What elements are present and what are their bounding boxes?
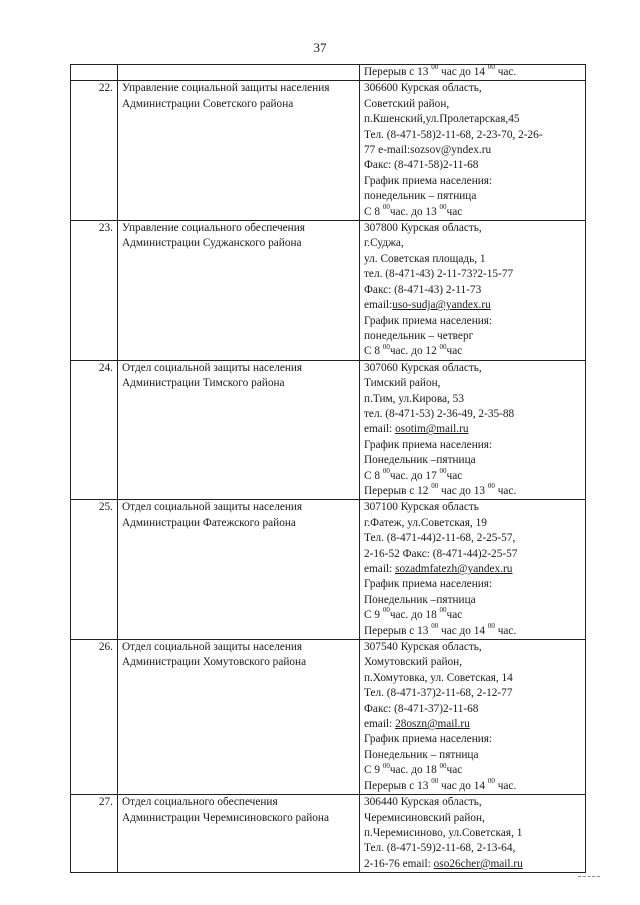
- hours-line-part: С 9: [364, 764, 383, 777]
- break-line-part: Перерыв с 13: [364, 779, 432, 792]
- contact-line: Тел. (8-471-44)2-11-68, 2-25-57,: [364, 532, 516, 545]
- hours-line-part: час: [446, 764, 463, 777]
- email-line: [364, 857, 581, 872]
- hours-line-sup: 00: [382, 606, 390, 615]
- hours-line-part: С 8: [364, 469, 383, 482]
- contact-line: Советский район,: [364, 97, 450, 110]
- break-line-part: час до 13: [438, 484, 488, 497]
- contact-line: Понедельник –пятница: [364, 593, 476, 606]
- contact-cell: [360, 81, 586, 221]
- break-line-part: час до 14: [438, 779, 488, 792]
- page-number: 37: [313, 40, 327, 55]
- contact-line: понедельник – пятница: [364, 190, 477, 203]
- email-line: [364, 422, 581, 437]
- hours-line-part: час. до 18: [389, 609, 440, 622]
- contact-line: 307540 Курская область,: [364, 641, 482, 654]
- contact-line: График приема населения:: [364, 733, 493, 746]
- email-prefix: email:: [364, 718, 396, 731]
- contact-line: График приема населения:: [364, 314, 493, 327]
- row-number-cell: [71, 65, 118, 81]
- contact-line: 307100 Курская область: [364, 501, 479, 514]
- contact-line: Факс: (8-471-43) 2-11-73: [364, 283, 482, 296]
- contact-line: Факс: (8-471-58)2-11-68: [364, 159, 479, 172]
- contact-line: Понедельник –пятница: [364, 454, 476, 467]
- contact-line: Факс: (8-471-37)2-11-68: [364, 702, 479, 715]
- break-line-part: час до 14: [438, 624, 488, 637]
- break-line-sup: 00: [431, 621, 439, 630]
- hours-line-part: С 8: [364, 205, 383, 218]
- hours-line-sup: 00: [382, 761, 390, 770]
- table-row: [71, 795, 586, 873]
- contact-line: Черемисиновский район,: [364, 811, 485, 824]
- hours-line: [364, 763, 581, 778]
- hours-line-sup: 00: [439, 761, 447, 770]
- email-prefix: email:: [364, 299, 393, 312]
- contact-line: Тел. (8-471-58)2-11-68, 2-23-70, 2-26-: [364, 128, 543, 141]
- hours-line-part: час: [446, 609, 463, 622]
- contact-cell: [360, 65, 586, 81]
- email-link[interactable]: uso-sudja@yandex.ru: [392, 299, 491, 312]
- contact-line: п.Хомутовка, ул. Советская, 14: [364, 671, 513, 684]
- break-line: [364, 484, 581, 499]
- contact-line: 307800 Курская область,: [364, 222, 482, 235]
- hours-line-part: С 9: [364, 609, 383, 622]
- break-line-part: час.: [494, 779, 517, 792]
- contact-line: тел. (8-471-43) 2-11-73?2-15-77: [364, 268, 514, 281]
- contact-line: понедельник – четверг: [364, 329, 474, 342]
- hours-line-part: час: [446, 469, 463, 482]
- contact-line: Хомутовский район,: [364, 656, 463, 669]
- contact-line: Понедельник – пятница: [364, 748, 479, 761]
- break-line-sup: 00: [431, 776, 439, 785]
- hours-line: [364, 608, 581, 623]
- break-line-sup: 00: [487, 776, 495, 785]
- contact-cell: [360, 640, 586, 795]
- hours-line-sup: 00: [439, 342, 447, 351]
- break-line-part: час.: [494, 624, 517, 637]
- contact-cell: [360, 221, 586, 361]
- table-row: [71, 500, 586, 640]
- email-link[interactable]: sozadmfatezh@yandex.ru: [395, 563, 513, 575]
- contact-line: п.Кшенский,ул.Пролетарская,45: [364, 113, 520, 126]
- break-line: [364, 776, 581, 794]
- email-link[interactable]: oso26cher@mail.ru: [433, 857, 523, 870]
- row-number-cell: 22.: [71, 81, 118, 221]
- break-line-sup: 00: [487, 621, 495, 630]
- break-hours-line: Перерыв с 13 $^{00}$ час до 14 $^{00}$ час.: [364, 63, 517, 78]
- contact-line: 306440 Курская область,: [364, 796, 482, 809]
- organization-cell: Управление социального обеспечения Администрации Суджанского района: [118, 221, 360, 361]
- table-row: [71, 360, 586, 500]
- footer-mark: [578, 876, 600, 877]
- organization-cell: Отдел социальной защиты населения Администрации Тимского района: [118, 360, 360, 500]
- hours-line-part: час. до 18: [389, 764, 440, 777]
- contact-line: 306600 Курская область,: [364, 82, 482, 95]
- contact-line: г.Суджа,: [364, 237, 404, 250]
- email-link[interactable]: 28oszn@mail.ru: [395, 718, 470, 731]
- contact-line: График приема населения:: [364, 578, 493, 591]
- contact-cell: [360, 360, 586, 500]
- contact-line: График приема населения:: [364, 438, 493, 451]
- contact-line: 307060 Курская область,: [364, 361, 482, 374]
- hours-line: [364, 344, 581, 359]
- hours-line-sup: 00: [382, 466, 390, 475]
- email-prefix: 2-16-76 email:: [364, 857, 434, 870]
- table-row: [71, 640, 586, 795]
- hours-line-sup: 00: [439, 202, 447, 211]
- contact-line: 77 e-mail:sozsov@yndex.ru: [364, 144, 492, 157]
- row-number-cell: 27.: [71, 795, 118, 873]
- contact-line: График приема населения:: [364, 174, 493, 187]
- contact-cell: [360, 500, 586, 640]
- break-line: [364, 621, 581, 639]
- table-row: [71, 81, 586, 221]
- contact-line: Тимский район,: [364, 377, 441, 390]
- organization-cell: Отдел социального обеспечения Администрации Черемисиновского района: [118, 795, 360, 873]
- break-line-sup: 00: [431, 482, 439, 491]
- organization-cell: [118, 65, 360, 81]
- hours-line-sup: 00: [382, 202, 390, 211]
- organization-cell: Управление социальной защиты населения Администрации Советского района: [118, 81, 360, 221]
- contact-line: Тел. (8-471-59)2-11-68, 2-13-64,: [364, 842, 516, 855]
- email-line: [364, 717, 581, 732]
- contact-line: п.Тим, ул.Кирова, 53: [364, 392, 464, 405]
- email-line: [364, 298, 581, 313]
- contacts-table: [70, 64, 586, 873]
- contact-line: Тел. (8-471-37)2-11-68, 2-12-77: [364, 687, 513, 700]
- table-row: [71, 221, 586, 361]
- row-number-cell: 23.: [71, 221, 118, 361]
- contact-line: г.Фатеж, ул.Советская, 19: [364, 516, 487, 529]
- email-prefix: email:: [364, 563, 396, 575]
- hours-line-part: час. до 17: [389, 469, 440, 482]
- table-row-continuation: [71, 65, 586, 81]
- contact-line: ул. Советская площадь, 1: [364, 252, 486, 265]
- contact-line: 2-16-52 Факс: (8-471-44)2-25-57: [364, 547, 518, 560]
- hours-line-part: С 8: [364, 345, 383, 358]
- row-number-cell: 26.: [71, 640, 118, 795]
- organization-cell: Отдел социальной защиты населения Администрации Фатежского района: [118, 500, 360, 640]
- hours-line: [364, 466, 581, 484]
- row-number-cell: 24.: [71, 360, 118, 500]
- row-number-cell: 25.: [71, 500, 118, 640]
- contact-line: тел. (8-471-53) 2-36-49, 2-35-88: [364, 407, 515, 420]
- hours-line-sup: 00: [382, 342, 390, 351]
- break-line-part: Перерыв с 12: [364, 484, 432, 497]
- hours-line: [364, 202, 581, 220]
- email-prefix: email:: [364, 423, 396, 436]
- break-line-sup: 00: [487, 482, 495, 491]
- hours-line-part: час: [446, 205, 463, 218]
- hours-line-sup: 00: [439, 466, 447, 475]
- break-line-part: час.: [494, 484, 517, 497]
- contact-line: п.Черемисиново, ул.Советская, 1: [364, 826, 523, 839]
- hours-line-part: час. до 12: [389, 345, 440, 358]
- organization-cell: Отдел социальной защиты населения Администрации Хомутовского района: [118, 640, 360, 795]
- email-link[interactable]: osotim@mail.ru: [395, 423, 469, 436]
- hours-line-part: час: [446, 345, 463, 358]
- hours-line-sup: 00: [439, 606, 447, 615]
- hours-line-part: час. до 13: [389, 205, 440, 218]
- break-line-part: Перерыв с 13: [364, 624, 432, 637]
- email-line: [364, 562, 581, 577]
- contact-cell: [360, 795, 586, 873]
